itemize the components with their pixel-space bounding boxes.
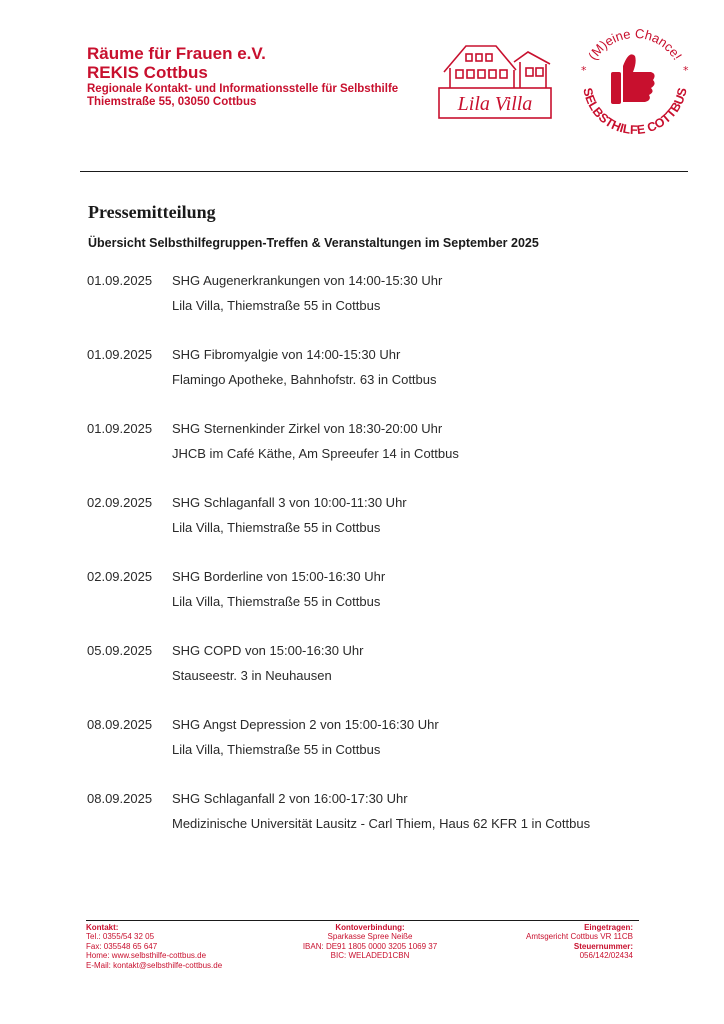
event-location: Lila Villa, Thiemstraße 55 in Cottbus (172, 594, 381, 609)
event-location: Flamingo Apotheke, Bahnhofstr. 63 in Cottbus (172, 372, 437, 387)
event-item (87, 791, 687, 865)
event-title: SHG Borderline von 15:00-16:30 Uhr (172, 569, 386, 584)
org-description: Regionale Kontakt- und Informationsstelle für Selbsthilfe (87, 83, 399, 95)
event-location: Medizinische Universität Lausitz - Carl Thiem, Haus 62 KFR 1 in Cottbus (172, 816, 591, 831)
registration-value: Amtsgericht Cottbus VR 11CB (525, 932, 633, 942)
org-subname: REKIS Cottbus (87, 63, 208, 82)
event-date: 01.09.2025 (87, 273, 153, 288)
seal-top-text: (M)eine Chance! (585, 25, 686, 63)
event-location: Stauseestr. 3 in Neuhausen (172, 668, 332, 683)
event-title: SHG COPD von 15:00-16:30 Uhr (172, 643, 364, 658)
event-list (87, 273, 687, 865)
seal-bottom-text: SELBSTHILFE COTTBUS (580, 86, 690, 138)
org-address: Thiemstraße 55, 03050 Cottbus (87, 96, 257, 108)
page-title: Pressemitteilung (88, 202, 216, 222)
event-location: JHCB im Café Käthe, Am Spreeufer 14 in Cottbus (172, 446, 459, 461)
event-date: 08.09.2025 (87, 717, 153, 732)
event-title: SHG Sternenkinder Zirkel von 18:30-20:00 Uhr (172, 421, 443, 436)
contact-fax: Fax: 035548 65 647 (86, 941, 158, 951)
tax-number: 056/142/02434 (579, 951, 633, 961)
event-title: SHG Fibromyalgie von 14:00-15:30 Uhr (172, 347, 401, 362)
tax-heading: Steuernummer: (573, 941, 633, 951)
footer-contact (86, 923, 222, 970)
event-location: Lila Villa, Thiemstraße 55 in Cottbus (172, 742, 381, 757)
event-date: 01.09.2025 (87, 421, 153, 436)
event-item (87, 495, 687, 569)
bank-name: Sparkasse Spree Neiße (327, 932, 413, 942)
event-date: 05.09.2025 (87, 643, 153, 658)
event-title: SHG Schlaganfall 2 von 16:00-17:30 Uhr (172, 791, 408, 806)
event-date: 08.09.2025 (87, 791, 153, 806)
footer-registration (440, 923, 633, 961)
event-title: SHG Augenerkrankungen von 14:00-15:30 Uhr (172, 273, 443, 288)
registration-heading: Eingetragen: (584, 923, 633, 932)
header-divider (80, 171, 688, 172)
event-date: 01.09.2025 (87, 347, 153, 362)
event-item (87, 273, 687, 347)
contact-phone: Tel.: 0355/54 32 05 (86, 932, 155, 942)
organization-header (87, 44, 398, 109)
event-location: Lila Villa, Thiemstraße 55 in Cottbus (172, 520, 381, 535)
lila-villa-logo (436, 40, 554, 122)
event-date: 02.09.2025 (87, 569, 153, 584)
event-title: SHG Angst Depression 2 von 15:00-16:30 Uhr (172, 717, 439, 732)
selbsthilfe-seal-logo (573, 22, 697, 146)
thumbs-up-icon (611, 54, 655, 104)
page-subtitle: Übersicht Selbsthilfegruppen-Treffen & Veranstaltungen im September 2025 (88, 236, 539, 250)
bank-iban: IBAN: DE91 1805 0000 3205 1069 37 (302, 941, 438, 951)
star-icon: * (581, 64, 587, 77)
event-item (87, 421, 687, 495)
contact-website: Home: www.selbsthilfe-cottbus.de (86, 951, 207, 961)
org-name: Räume für Frauen e.V. (87, 44, 266, 63)
contact-email: E-Mail: kontakt@selbsthilfe-cottbus.de (86, 960, 223, 970)
event-item (87, 347, 687, 421)
event-item (87, 717, 687, 791)
event-location: Lila Villa, Thiemstraße 55 in Cottbus (172, 298, 381, 313)
event-item (87, 569, 687, 643)
contact-heading: Kontakt: (86, 923, 119, 932)
event-item (87, 643, 687, 717)
event-title: SHG Schlaganfall 3 von 10:00-11:30 Uhr (172, 495, 407, 510)
event-date: 02.09.2025 (87, 495, 153, 510)
bank-bic: BIC: WELADED1CBN (330, 951, 410, 961)
footer-divider (86, 920, 639, 921)
bank-heading: Kontoverbindung: (335, 923, 405, 932)
star-icon: * (683, 64, 689, 77)
villa-logo-text: Lila Villa (457, 93, 533, 115)
